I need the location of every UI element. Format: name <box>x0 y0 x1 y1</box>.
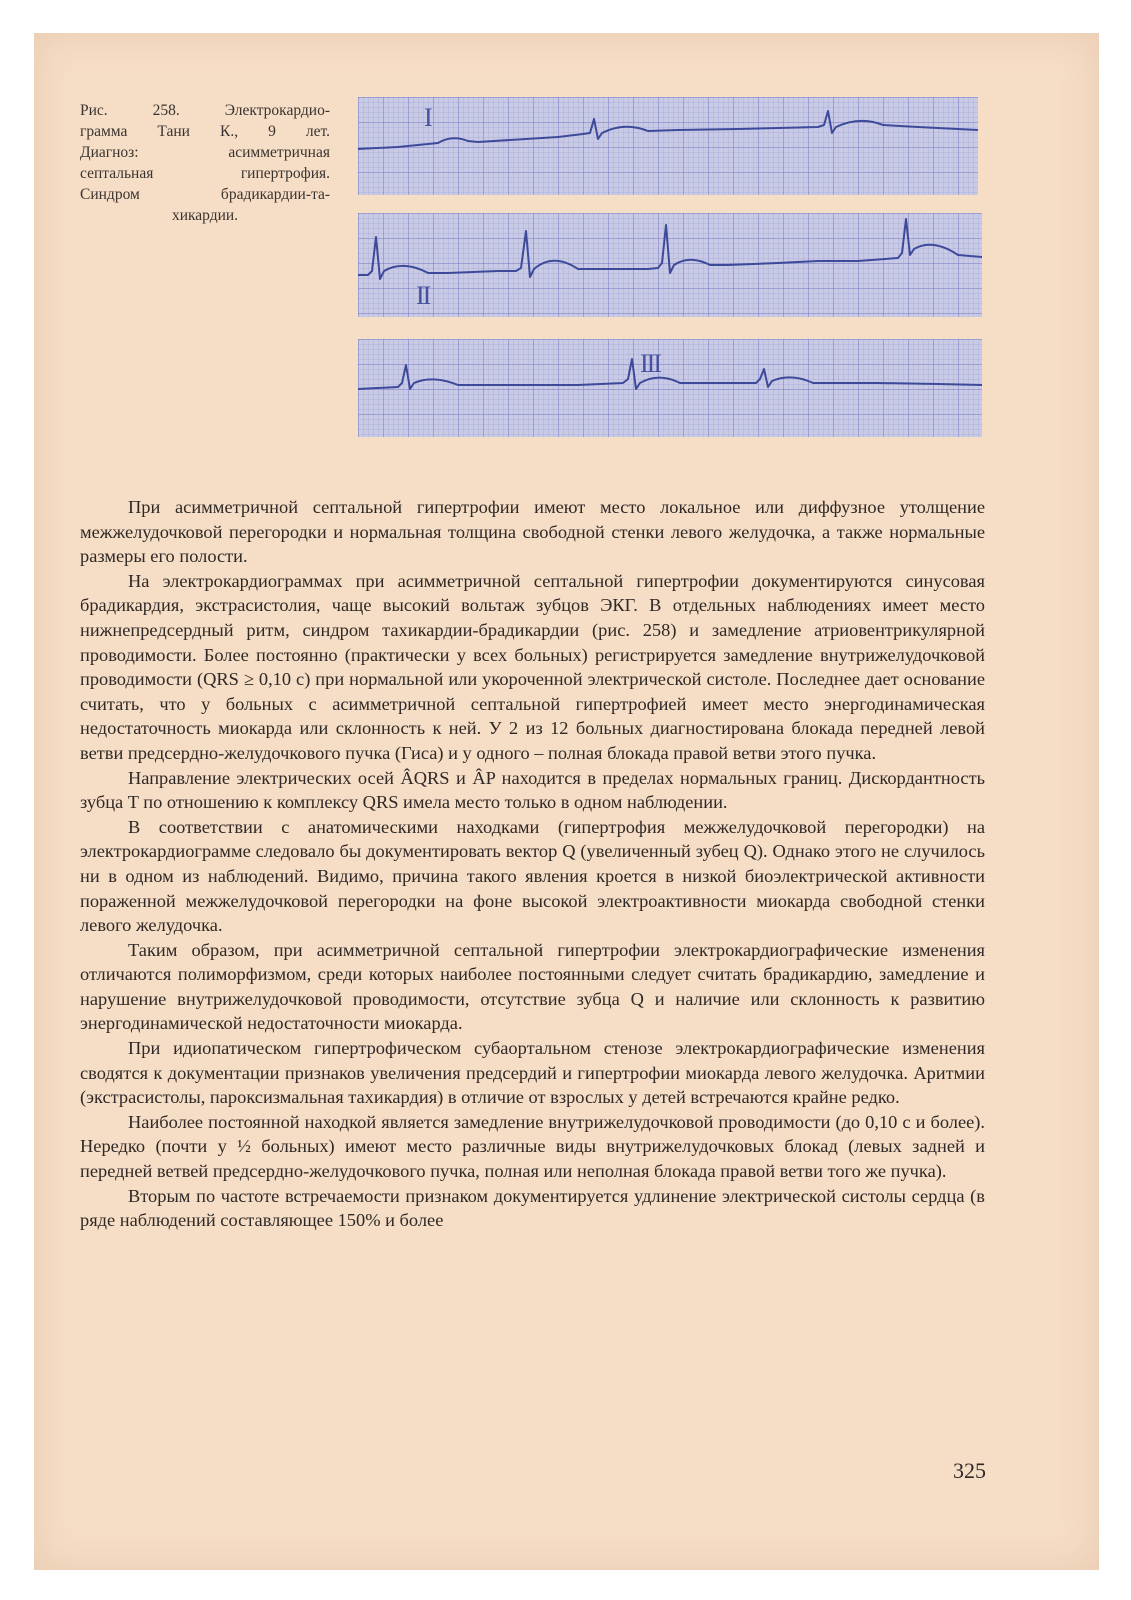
paragraph: В соответствии с анатомическими находками (гипертрофия межжелудочковой перегородки) на электрокардиограмме следовало бы документировать вектор Q (увеличенный зубец Q). Однако этого не случилось ни в одном из наблюдений. Видимо, причина такого явления кроется в низкой биоэлектрической активности пораженной межжелудочковой перегородки на фоне высокой электроактивности миокарда свободной стенки левого желудочка. <box>80 816 985 936</box>
caption-line: Диагноз: асимметричная <box>80 144 330 161</box>
paragraph: Вторым по частоте встречаемости признаком документируется удлинение электрической систолы сердца (в ряде наблюдений составляющее 150% и более <box>80 1185 985 1231</box>
page-number: 325 <box>953 1458 986 1483</box>
caption-line: грамма Тани К., 9 лет. <box>80 123 330 140</box>
ecg-strip-lead-2 <box>358 213 982 317</box>
paragraph: При асимметричной септальной гипертрофии имеют место локальное или диффузное утолщение межжелудочковой перегородки и нормальная толщина свободной стенки левого желудочка, а также нормальные размеры его полости. <box>80 497 985 567</box>
ecg-trace-lead-1 <box>358 97 978 195</box>
ecg-strip-lead-3 <box>358 339 982 437</box>
ecg-trace-lead-3 <box>358 339 982 437</box>
lead-label-2: II <box>416 281 430 310</box>
lead-label-3: III <box>640 349 660 378</box>
paragraph: Наиболее постоянной находкой является замедление внутрижелудочковой проводимости (до 0,10 с и более). Нередко (почти у ½ больных) имеют место различные виды внутрижелудочковых блокад (левых задней и передней ветвей предсердно-желудочкового пучка, полная или неполная блокада правой ветви того же пучка). <box>80 1111 985 1182</box>
paragraph: Направление электрических осей ÂQRS и ÂP находится в пределах нормальных границ. Дискордантность зубца T по отношению к комплексу QRS имела место только в одном наблюдении. <box>80 767 985 813</box>
paragraph: При идиопатическом гипертрофическом субаортальном стенозе электрокардиографические изменения сводятся к документации признаков увеличения предсердий и гипертрофии миокарда левого желудочка. Аритмии (экстрасистолы, пароксизмальная тахикардия) в отличие от взрослых у детей встречаются крайне редко. <box>80 1038 985 1108</box>
caption-line: Синдром брадикардии-та- <box>80 186 330 203</box>
ecg-strip-lead-1 <box>358 97 978 195</box>
caption-line: хикардии. <box>171 207 239 224</box>
ecg-trace-lead-2 <box>358 213 982 317</box>
lead-label-1: I <box>424 103 431 132</box>
paragraph: На электрокардиограммах при асимметричной септальной гипертрофии документируются синусовая брадикардия, экстрасистолия, чаще высокий вольтаж зубцов ЭКГ. В отдельных наблюдениях имеет место нижнепредсердный ритм, синдром тахикардии-брадикардии (рис. 258) и замедление атриовентрикулярной проводимости. Более постоянно (практически у всех больных) регистрируется замедление внутрижелудочковой проводимости (QRS ≥ 0,10 с) при нормальной или укороченной электрической систоле. Последнее дает основание считать, что у больных с асимметричной септальной гипертрофией имеет место энергодинамическая недостаточность миокарда или склонность к ней. У 2 из 12 больных диагностирована блокада передней левой ветви предсердно-желудочкового пучка (Гиса) и у одного – полная блокада правой ветви этого пучка. <box>80 570 985 763</box>
paragraph: Таким образом, при асимметричной септальной гипертрофии электрокардиографические изменения отличаются полиморфизмом, среди которых наиболее постоянными следует считать брадикардию, замедление и нарушение внутрижелудочковой проводимости, отсутствие зубца Q и наличие или склонность к развитию энергодинамической недостаточности миокарда. <box>80 939 985 1034</box>
caption-line: септальная гипертрофия. <box>80 165 330 182</box>
caption-line: Рис. 258. Электрокардио- <box>80 102 330 119</box>
body-text <box>80 495 985 1233</box>
figure-caption <box>80 100 330 226</box>
